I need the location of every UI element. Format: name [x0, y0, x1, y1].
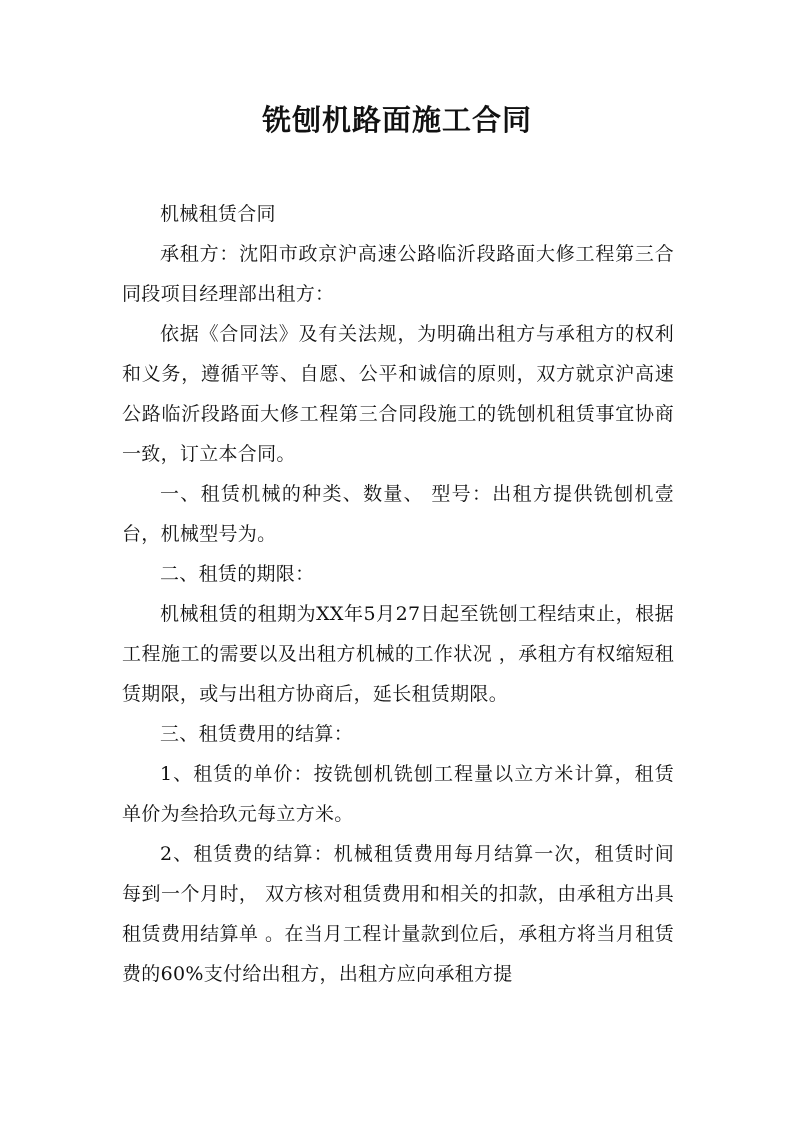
- paragraph-section-3-heading: 三、租赁费用的结算：: [160, 723, 354, 745]
- paragraph-section-3-item-1: 1、租赁的单价：按铣刨机铣刨工程量以立方米计算，租赁单价为叁拾玖元每立方米。: [122, 763, 674, 825]
- document-title: 铣刨机路面施工合同: [261, 103, 532, 137]
- paragraph-section-2-body: 机械租赁的租期为XX年5月27日起至铣刨工程结束止，根据工程施工的需要以及出租方机械的工作状况 ，承租方有权缩短租赁期限，或与出租方协商后，延长租赁期限。: [122, 603, 674, 705]
- paragraph-section-1: 一、租赁机械的种类、数量、 型号：出租方提供铣刨机壹台，机械型号为。: [122, 483, 674, 545]
- paragraph-parties: 承租方：沈阳市政京沪高速公路临沂段路面大修工程第三合同段项目经理部出租方：: [122, 243, 674, 305]
- document-body: [122, 194, 674, 994]
- paragraph-section-2-heading: 二、租赁的期限：: [160, 563, 315, 585]
- paragraph-contract-type: 机械租赁合同: [160, 203, 276, 225]
- paragraph-section-3-item-2: 2、租赁费的结算：机械租赁费用每月结算一次，租赁时间每到一个月时， 双方核对租赁费用和相关的扣款，由承租方出具租赁费用结算单 。在当月工程计量款到位后，承租方将当月租赁费的60%支付给出租方，出租方应向承租方提: [122, 843, 674, 985]
- paragraph-preamble: 依据《合同法》及有关法规，为明确出租方与承租方的权利和义务，遵循平等、自愿、公平和诚信的原则，双方就京沪高速公路临沂段路面大修工程第三合同段施工的铣刨机租赁事宜协商一致，订立本合同。: [122, 323, 674, 465]
